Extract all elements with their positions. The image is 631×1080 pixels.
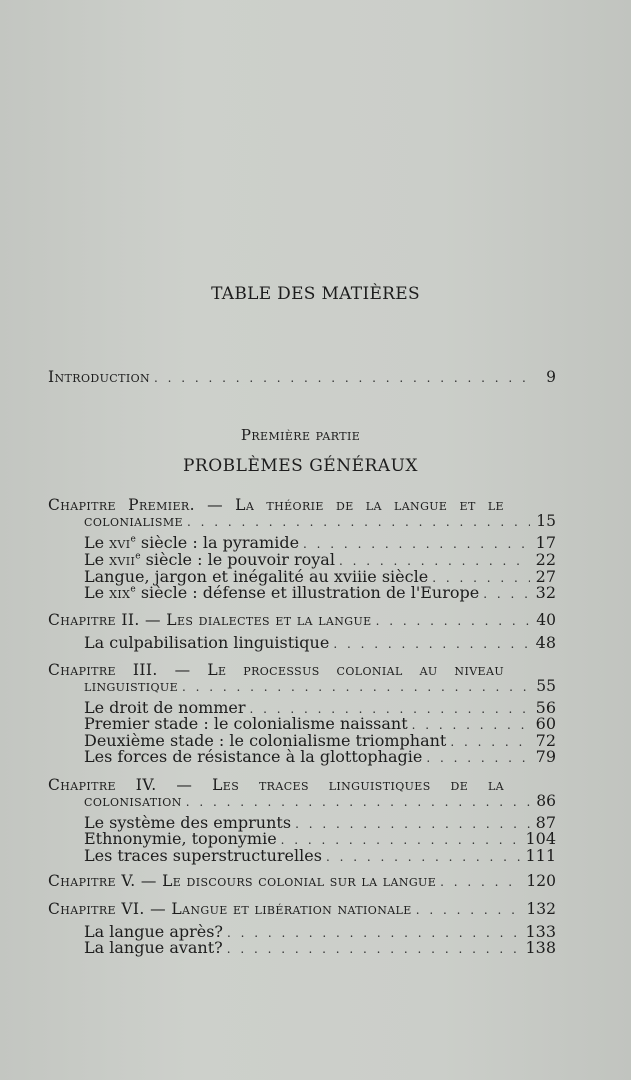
part-label: Première partie xyxy=(240,426,361,444)
toc-page-number: 17 xyxy=(535,533,556,552)
leader-dots xyxy=(154,370,530,387)
toc-entry-label: Chapitre II. — Les dialectes et la langue xyxy=(48,611,372,629)
toc-page-number: 55 xyxy=(536,677,556,695)
toc-page-number: 9 xyxy=(546,368,556,386)
toc-page-number: 132 xyxy=(526,900,556,918)
toc-entry-label: Les traces superstructurelles xyxy=(84,846,322,865)
leader-dots xyxy=(227,941,522,958)
toc-page-number: 40 xyxy=(536,611,556,629)
toc-entry-label: Le xvii$^e$ siècle : le pouvoir royal xyxy=(84,550,335,569)
leader-dots xyxy=(376,613,530,630)
toc-page-number: 22 xyxy=(535,550,556,569)
leader-dots xyxy=(426,750,530,767)
toc-page-number: 27 xyxy=(535,567,556,586)
leader-dots xyxy=(186,794,530,811)
leader-dots xyxy=(182,679,530,696)
toc-entry-label: Les forces de résistance à la glottophagie xyxy=(84,747,423,766)
toc-page-number: 15 xyxy=(536,512,556,530)
page-title: TABLE DES MATIÈRES xyxy=(211,284,420,304)
toc-entry-label: linguistique xyxy=(84,677,179,695)
toc-page-number: 111 xyxy=(525,846,556,865)
toc-entry-label: colonialisme xyxy=(84,512,183,530)
toc-entry-chapter-5[interactable] xyxy=(48,873,556,891)
chapter-3-heading[interactable]: Chapitre III. — Le processus colonial au niveau xyxy=(48,661,504,679)
toc-entry-label: colonisation xyxy=(84,792,182,810)
toc-entry-label: Le système des emprunts xyxy=(84,813,292,832)
toc-page-number: 56 xyxy=(535,698,556,717)
toc-entry-label: La culpabilisation linguistique xyxy=(84,633,330,652)
toc-page-number: 79 xyxy=(535,747,556,766)
toc-page-number: 32 xyxy=(535,583,556,602)
toc-subentry[interactable] xyxy=(84,939,556,958)
toc-subentry[interactable] xyxy=(84,847,556,866)
chapter-1-heading[interactable]: Chapitre Premier. — La théorie de la langue et le xyxy=(48,496,504,514)
toc-entry-label: Le droit de nommer xyxy=(84,698,246,717)
toc-subentry[interactable] xyxy=(84,634,556,653)
toc-subentry[interactable] xyxy=(84,748,556,767)
toc-subentry[interactable] xyxy=(84,584,556,603)
toc-entry-chapter-2[interactable] xyxy=(48,612,556,630)
toc-page-number: 133 xyxy=(525,922,556,941)
toc-entry-label: La langue avant? xyxy=(84,938,223,957)
leader-dots xyxy=(440,874,522,891)
toc-entry-chapter-6[interactable] xyxy=(48,901,556,919)
toc-entry-label: Introduction xyxy=(48,368,151,386)
toc-page-number: 60 xyxy=(535,714,556,733)
toc-entry-label: Chapitre VI. — Langue et libération nationale xyxy=(48,900,412,918)
toc-entry-label: Deuxième stade : le colonialisme triomphant xyxy=(84,731,447,750)
part-title: PROBLÈMES GÉNÉRAUX xyxy=(182,456,418,476)
chapter-4-heading[interactable]: Chapitre IV. — Les traces linguistiques de la xyxy=(48,776,504,794)
toc-page-number: 120 xyxy=(526,872,556,890)
toc-entry-label: Le xvi$^e$ siècle : la pyramide xyxy=(84,533,300,552)
toc-entry-label: Premier stade : le colonialisme naissant xyxy=(84,714,408,733)
toc-page-number: 138 xyxy=(525,938,556,957)
toc-entry-label: Ethnonymie, toponymie xyxy=(84,829,277,848)
leader-dots xyxy=(416,902,523,919)
toc-entry-chapter-3[interactable] xyxy=(84,678,556,696)
toc-page-number: 86 xyxy=(536,792,556,810)
leader-dots xyxy=(483,586,530,603)
toc-page-number: 104 xyxy=(525,829,556,848)
leader-dots xyxy=(187,514,530,531)
leader-dots xyxy=(333,636,530,653)
leader-dots xyxy=(326,849,522,866)
toc-entry-label: La langue après? xyxy=(84,922,223,941)
toc-page-number: 87 xyxy=(535,813,556,832)
toc-entry-chapter-1[interactable] xyxy=(84,513,556,531)
toc-entry-label: Chapitre V. — Le discours colonial sur la langue xyxy=(48,872,437,890)
toc-entry-introduction[interactable] xyxy=(48,369,556,387)
toc-entry-chapter-4[interactable] xyxy=(84,793,556,811)
toc-page-number: 48 xyxy=(535,633,556,652)
toc-page-number: 72 xyxy=(535,731,556,750)
toc-entry-label: Le xix$^e$ siècle : défense et illustration de l'Europe xyxy=(84,583,480,602)
toc-entry-label: Langue, jargon et inégalité au xviiie siècle xyxy=(84,567,429,586)
